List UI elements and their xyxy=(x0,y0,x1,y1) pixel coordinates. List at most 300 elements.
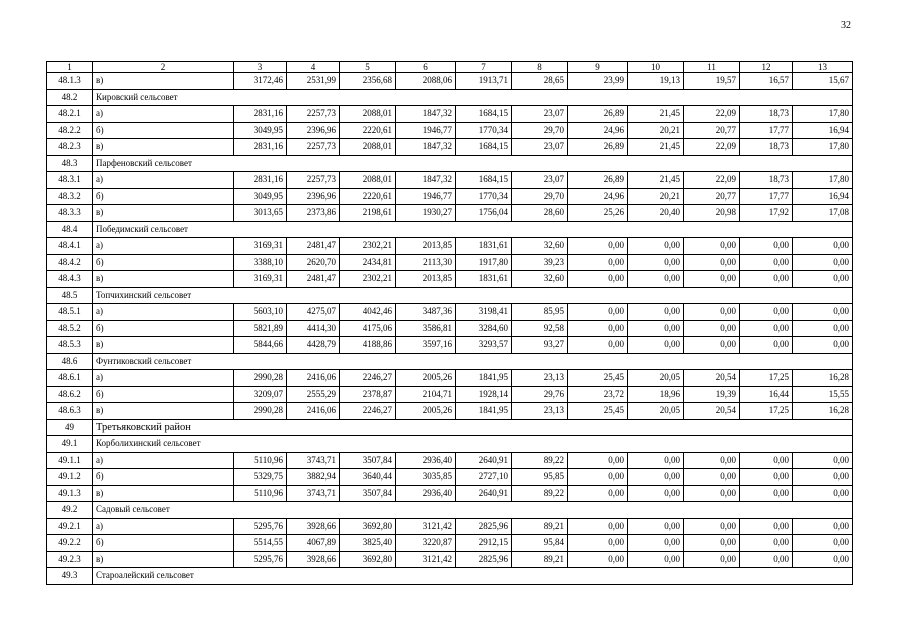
table-cell: 23,13 xyxy=(512,403,568,420)
table-cell: 1841,95 xyxy=(456,370,512,387)
table-cell: 0,00 xyxy=(793,254,853,271)
table-cell: 3388,10 xyxy=(234,254,287,271)
section-row xyxy=(47,89,853,106)
table-cell: 20,54 xyxy=(684,403,740,420)
table-cell: 0,00 xyxy=(628,337,684,354)
table-cell: 0,00 xyxy=(793,469,853,486)
table-row xyxy=(47,452,853,469)
table-cell: 0,00 xyxy=(684,238,740,255)
tariff-table xyxy=(46,61,853,585)
table-cell: 2640,91 xyxy=(456,485,512,502)
row-code: 49.3 xyxy=(47,568,93,585)
table-cell: 18,73 xyxy=(740,172,793,189)
table-cell: 0,00 xyxy=(793,320,853,337)
column-header: 6 xyxy=(396,62,456,73)
table-cell: 4428,79 xyxy=(287,337,340,354)
table-cell: 3507,84 xyxy=(340,452,396,469)
row-code: 48.5.2 xyxy=(47,320,93,337)
row-code: 48.2.3 xyxy=(47,139,93,156)
table-cell: 1917,80 xyxy=(456,254,512,271)
page-number: 32 xyxy=(841,20,851,31)
table-cell: 0,00 xyxy=(568,271,628,288)
table-cell: 32,60 xyxy=(512,238,568,255)
table-cell: 2088,01 xyxy=(340,106,396,123)
table-cell: 2825,96 xyxy=(456,551,512,568)
row-label: б) xyxy=(93,469,234,486)
table-cell: 29,76 xyxy=(512,386,568,403)
row-label: а) xyxy=(93,238,234,255)
table-cell: 3882,94 xyxy=(287,469,340,486)
table-cell: 23,13 xyxy=(512,370,568,387)
table-cell: 4067,89 xyxy=(287,535,340,552)
row-code: 48.2.2 xyxy=(47,122,93,139)
table-cell: 4188,86 xyxy=(340,337,396,354)
row-code: 48.2.1 xyxy=(47,106,93,123)
table-cell: 0,00 xyxy=(793,271,853,288)
table-cell: 17,25 xyxy=(740,370,793,387)
table-cell: 4275,07 xyxy=(287,304,340,321)
table-cell: 3692,80 xyxy=(340,518,396,535)
section-title: Победимский сельсовет xyxy=(93,221,853,238)
section-row xyxy=(47,155,853,172)
table-cell: 4175,06 xyxy=(340,320,396,337)
table-cell: 0,00 xyxy=(628,485,684,502)
row-label: б) xyxy=(93,254,234,271)
header-row xyxy=(47,62,853,73)
table-cell: 17,08 xyxy=(793,205,853,222)
table-cell: 2396,96 xyxy=(287,122,340,139)
table-cell: 0,00 xyxy=(740,518,793,535)
table-cell: 2640,91 xyxy=(456,452,512,469)
section-row xyxy=(47,353,853,370)
row-label: б) xyxy=(93,188,234,205)
table-cell: 2912,15 xyxy=(456,535,512,552)
table-row xyxy=(47,386,853,403)
table-cell: 2257,73 xyxy=(287,172,340,189)
table-row xyxy=(47,254,853,271)
table-cell: 26,89 xyxy=(568,139,628,156)
row-code: 49.2 xyxy=(47,502,93,519)
table-cell: 2088,01 xyxy=(340,172,396,189)
table-cell: 89,21 xyxy=(512,551,568,568)
table-cell: 23,07 xyxy=(512,172,568,189)
table-cell: 95,84 xyxy=(512,535,568,552)
table-cell: 2220,61 xyxy=(340,122,396,139)
table-cell: 19,13 xyxy=(628,73,684,90)
table-cell: 5110,96 xyxy=(234,452,287,469)
table-cell: 21,45 xyxy=(628,139,684,156)
table-cell: 0,00 xyxy=(568,535,628,552)
row-code: 48.5.3 xyxy=(47,337,93,354)
table-cell: 3640,44 xyxy=(340,469,396,486)
column-header: 2 xyxy=(93,62,234,73)
table-cell: 2990,28 xyxy=(234,403,287,420)
table-row xyxy=(47,337,853,354)
table-cell: 19,39 xyxy=(684,386,740,403)
table-cell: 0,00 xyxy=(628,271,684,288)
row-label: а) xyxy=(93,172,234,189)
table-cell: 5821,89 xyxy=(234,320,287,337)
table-cell: 3293,57 xyxy=(456,337,512,354)
table-cell: 0,00 xyxy=(684,452,740,469)
column-header: 1 xyxy=(47,62,93,73)
row-label: в) xyxy=(93,139,234,156)
table-cell: 3198,41 xyxy=(456,304,512,321)
column-header: 7 xyxy=(456,62,512,73)
row-label: б) xyxy=(93,386,234,403)
table-cell: 18,96 xyxy=(628,386,684,403)
table-cell: 2088,01 xyxy=(340,139,396,156)
row-label: а) xyxy=(93,452,234,469)
table-cell: 2990,28 xyxy=(234,370,287,387)
table-cell: 1946,77 xyxy=(396,188,456,205)
table-cell: 1841,95 xyxy=(456,403,512,420)
table-cell: 3743,71 xyxy=(287,485,340,502)
table-row xyxy=(47,205,853,222)
column-header: 11 xyxy=(684,62,740,73)
table-cell: 1684,15 xyxy=(456,139,512,156)
column-header: 4 xyxy=(287,62,340,73)
table-cell: 0,00 xyxy=(684,337,740,354)
table-cell: 20,40 xyxy=(628,205,684,222)
table-cell: 29,70 xyxy=(512,188,568,205)
table-cell: 2481,47 xyxy=(287,238,340,255)
table-cell: 2246,27 xyxy=(340,403,396,420)
table-cell: 1684,15 xyxy=(456,172,512,189)
table-cell: 0,00 xyxy=(628,320,684,337)
table-cell: 0,00 xyxy=(793,238,853,255)
row-label: в) xyxy=(93,485,234,502)
row-code: 48.4 xyxy=(47,221,93,238)
table-cell: 89,22 xyxy=(512,452,568,469)
table-cell: 16,94 xyxy=(793,188,853,205)
district-title: Третьяковский район xyxy=(93,419,853,436)
row-code: 48.1.3 xyxy=(47,73,93,90)
row-code: 49.1 xyxy=(47,436,93,453)
column-header: 5 xyxy=(340,62,396,73)
table-cell: 20,05 xyxy=(628,370,684,387)
table-cell: 2373,86 xyxy=(287,205,340,222)
row-label: в) xyxy=(93,337,234,354)
table-cell: 0,00 xyxy=(628,304,684,321)
table-cell: 2013,85 xyxy=(396,271,456,288)
table-row xyxy=(47,485,853,502)
table-cell: 15,55 xyxy=(793,386,853,403)
table-cell: 0,00 xyxy=(628,254,684,271)
table-cell: 1847,32 xyxy=(396,172,456,189)
table-cell: 21,45 xyxy=(628,106,684,123)
table-row xyxy=(47,139,853,156)
section-title: Староалейский сельсовет xyxy=(93,568,853,585)
table-row xyxy=(47,238,853,255)
row-code: 48.5 xyxy=(47,287,93,304)
table-cell: 2005,26 xyxy=(396,403,456,420)
table-cell: 85,95 xyxy=(512,304,568,321)
table-row xyxy=(47,271,853,288)
table-cell: 2104,71 xyxy=(396,386,456,403)
table-cell: 3013,65 xyxy=(234,205,287,222)
table-cell: 0,00 xyxy=(740,271,793,288)
row-label: а) xyxy=(93,518,234,535)
table-cell: 1847,32 xyxy=(396,139,456,156)
table-cell: 26,89 xyxy=(568,106,628,123)
table-cell: 2396,96 xyxy=(287,188,340,205)
table-cell: 17,92 xyxy=(740,205,793,222)
table-cell: 2416,06 xyxy=(287,403,340,420)
table-row xyxy=(47,403,853,420)
table-cell: 3121,42 xyxy=(396,551,456,568)
table-cell: 17,80 xyxy=(793,139,853,156)
table-cell: 3035,85 xyxy=(396,469,456,486)
table-cell: 0,00 xyxy=(793,551,853,568)
table-cell: 2198,61 xyxy=(340,205,396,222)
row-code: 49.2.1 xyxy=(47,518,93,535)
table-cell: 15,67 xyxy=(793,73,853,90)
row-code: 49 xyxy=(47,419,93,436)
table-cell: 23,07 xyxy=(512,139,568,156)
table-cell: 0,00 xyxy=(568,238,628,255)
table-cell: 3049,95 xyxy=(234,122,287,139)
table-row xyxy=(47,320,853,337)
table-cell: 0,00 xyxy=(793,452,853,469)
table-cell: 21,45 xyxy=(628,172,684,189)
table-cell: 0,00 xyxy=(793,337,853,354)
table-cell: 0,00 xyxy=(568,469,628,486)
row-label: а) xyxy=(93,304,234,321)
table-cell: 3121,42 xyxy=(396,518,456,535)
table-cell: 2356,68 xyxy=(340,73,396,90)
table-cell: 1847,32 xyxy=(396,106,456,123)
table-cell: 2220,61 xyxy=(340,188,396,205)
table-cell: 28,65 xyxy=(512,73,568,90)
table-cell: 22,09 xyxy=(684,106,740,123)
table-cell: 0,00 xyxy=(684,254,740,271)
column-header: 3 xyxy=(234,62,287,73)
row-label: в) xyxy=(93,551,234,568)
table-cell: 3487,36 xyxy=(396,304,456,321)
table-cell: 0,00 xyxy=(740,304,793,321)
table-cell: 2302,21 xyxy=(340,271,396,288)
table-cell: 1770,34 xyxy=(456,188,512,205)
table-cell: 89,22 xyxy=(512,485,568,502)
table-cell: 2481,47 xyxy=(287,271,340,288)
table-cell: 0,00 xyxy=(740,320,793,337)
table-cell: 0,00 xyxy=(793,485,853,502)
table-cell: 0,00 xyxy=(793,518,853,535)
table-cell: 2257,73 xyxy=(287,106,340,123)
table-cell: 25,26 xyxy=(568,205,628,222)
table-cell: 39,23 xyxy=(512,254,568,271)
table-cell: 0,00 xyxy=(740,238,793,255)
table-cell: 3692,80 xyxy=(340,551,396,568)
section-title: Кировский сельсовет xyxy=(93,89,853,106)
table-cell: 3220,87 xyxy=(396,535,456,552)
table-cell: 5603,10 xyxy=(234,304,287,321)
column-header: 8 xyxy=(512,62,568,73)
table-row xyxy=(47,73,853,90)
table-cell: 0,00 xyxy=(684,320,740,337)
table-cell: 2936,40 xyxy=(396,485,456,502)
section-row xyxy=(47,287,853,304)
table-cell: 5514,55 xyxy=(234,535,287,552)
row-label: б) xyxy=(93,122,234,139)
table-cell: 1770,34 xyxy=(456,122,512,139)
row-code: 48.4.3 xyxy=(47,271,93,288)
table-row xyxy=(47,188,853,205)
table-cell: 19,57 xyxy=(684,73,740,90)
table-row xyxy=(47,172,853,189)
table-cell: 0,00 xyxy=(740,485,793,502)
section-row xyxy=(47,568,853,585)
table-cell: 25,45 xyxy=(568,403,628,420)
table-cell: 0,00 xyxy=(628,535,684,552)
row-label: в) xyxy=(93,205,234,222)
row-code: 48.6.1 xyxy=(47,370,93,387)
table-row xyxy=(47,535,853,552)
table-row xyxy=(47,106,853,123)
row-label: в) xyxy=(93,271,234,288)
table-cell: 26,89 xyxy=(568,172,628,189)
row-code: 49.1.1 xyxy=(47,452,93,469)
section-title: Садовый сельсовет xyxy=(93,502,853,519)
table-cell: 17,77 xyxy=(740,188,793,205)
column-header: 9 xyxy=(568,62,628,73)
table-cell: 1831,61 xyxy=(456,271,512,288)
table-cell: 16,94 xyxy=(793,122,853,139)
table-cell: 16,44 xyxy=(740,386,793,403)
table-cell: 0,00 xyxy=(628,452,684,469)
table-cell: 2727,10 xyxy=(456,469,512,486)
table-cell: 2831,16 xyxy=(234,172,287,189)
table-cell: 0,00 xyxy=(684,304,740,321)
table-cell: 2113,30 xyxy=(396,254,456,271)
table-cell: 0,00 xyxy=(684,535,740,552)
table-cell: 93,27 xyxy=(512,337,568,354)
row-label: а) xyxy=(93,370,234,387)
table-row xyxy=(47,304,853,321)
table-cell: 0,00 xyxy=(740,551,793,568)
table-cell: 20,21 xyxy=(628,122,684,139)
table-cell: 3169,31 xyxy=(234,238,287,255)
table-cell: 3507,84 xyxy=(340,485,396,502)
row-label: в) xyxy=(93,403,234,420)
table-cell: 1913,71 xyxy=(456,73,512,90)
table-cell: 0,00 xyxy=(740,469,793,486)
table-cell: 3928,66 xyxy=(287,551,340,568)
row-label: а) xyxy=(93,106,234,123)
table-cell: 2936,40 xyxy=(396,452,456,469)
table-cell: 20,05 xyxy=(628,403,684,420)
table-cell: 20,21 xyxy=(628,188,684,205)
table-cell: 3284,60 xyxy=(456,320,512,337)
table-cell: 5110,96 xyxy=(234,485,287,502)
table-cell: 29,70 xyxy=(512,122,568,139)
table-row xyxy=(47,370,853,387)
table-cell: 28,60 xyxy=(512,205,568,222)
row-code: 48.4.1 xyxy=(47,238,93,255)
table-cell: 18,73 xyxy=(740,139,793,156)
table-cell: 3825,40 xyxy=(340,535,396,552)
row-code: 48.5.1 xyxy=(47,304,93,321)
column-header: 12 xyxy=(740,62,793,73)
row-code: 48.3.1 xyxy=(47,172,93,189)
row-code: 48.3.2 xyxy=(47,188,93,205)
section-title: Топчихинский сельсовет xyxy=(93,287,853,304)
table-cell: 32,60 xyxy=(512,271,568,288)
table-cell: 0,00 xyxy=(793,535,853,552)
table-cell: 0,00 xyxy=(568,254,628,271)
section-title: Фунтиковский сельсовет xyxy=(93,353,853,370)
row-code: 48.6.3 xyxy=(47,403,93,420)
table-cell: 0,00 xyxy=(793,304,853,321)
table-cell: 22,09 xyxy=(684,139,740,156)
table-cell: 1946,77 xyxy=(396,122,456,139)
table-cell: 1684,15 xyxy=(456,106,512,123)
table-cell: 95,85 xyxy=(512,469,568,486)
table-cell: 0,00 xyxy=(684,518,740,535)
table-cell: 0,00 xyxy=(628,238,684,255)
table-cell: 3743,71 xyxy=(287,452,340,469)
table-cell: 0,00 xyxy=(568,337,628,354)
table-cell: 0,00 xyxy=(568,304,628,321)
table-cell: 4414,30 xyxy=(287,320,340,337)
section-title: Корболихинский сельсовет xyxy=(93,436,853,453)
table-cell: 2531,99 xyxy=(287,73,340,90)
table-cell: 16,28 xyxy=(793,403,853,420)
table-cell: 18,73 xyxy=(740,106,793,123)
table-cell: 1930,27 xyxy=(396,205,456,222)
table-cell: 25,45 xyxy=(568,370,628,387)
table-cell: 20,98 xyxy=(684,205,740,222)
table-cell: 2378,87 xyxy=(340,386,396,403)
table-cell: 0,00 xyxy=(568,452,628,469)
table-cell: 23,72 xyxy=(568,386,628,403)
table-cell: 1831,61 xyxy=(456,238,512,255)
table-cell: 2302,21 xyxy=(340,238,396,255)
table-cell: 2831,16 xyxy=(234,106,287,123)
table-cell: 2246,27 xyxy=(340,370,396,387)
row-code: 48.3 xyxy=(47,155,93,172)
table-row xyxy=(47,469,853,486)
row-code: 49.2.3 xyxy=(47,551,93,568)
table-cell: 2005,26 xyxy=(396,370,456,387)
row-label: б) xyxy=(93,320,234,337)
table-cell: 5295,76 xyxy=(234,518,287,535)
table-cell: 24,96 xyxy=(568,188,628,205)
table-cell: 2555,29 xyxy=(287,386,340,403)
table-cell: 17,25 xyxy=(740,403,793,420)
table-cell: 0,00 xyxy=(740,254,793,271)
row-code: 49.2.2 xyxy=(47,535,93,552)
section-row xyxy=(47,436,853,453)
table-cell: 3209,07 xyxy=(234,386,287,403)
table-cell: 0,00 xyxy=(568,485,628,502)
table-cell: 3586,81 xyxy=(396,320,456,337)
table-cell: 17,80 xyxy=(793,172,853,189)
table-cell: 0,00 xyxy=(628,469,684,486)
table-cell: 24,96 xyxy=(568,122,628,139)
table-row xyxy=(47,551,853,568)
row-code: 48.6.2 xyxy=(47,386,93,403)
table-cell: 2257,73 xyxy=(287,139,340,156)
table-cell: 5295,76 xyxy=(234,551,287,568)
table-cell: 2825,96 xyxy=(456,518,512,535)
table-cell: 0,00 xyxy=(684,469,740,486)
table-cell: 20,77 xyxy=(684,188,740,205)
table-cell: 16,28 xyxy=(793,370,853,387)
table-cell: 92,58 xyxy=(512,320,568,337)
table-cell: 2013,85 xyxy=(396,238,456,255)
